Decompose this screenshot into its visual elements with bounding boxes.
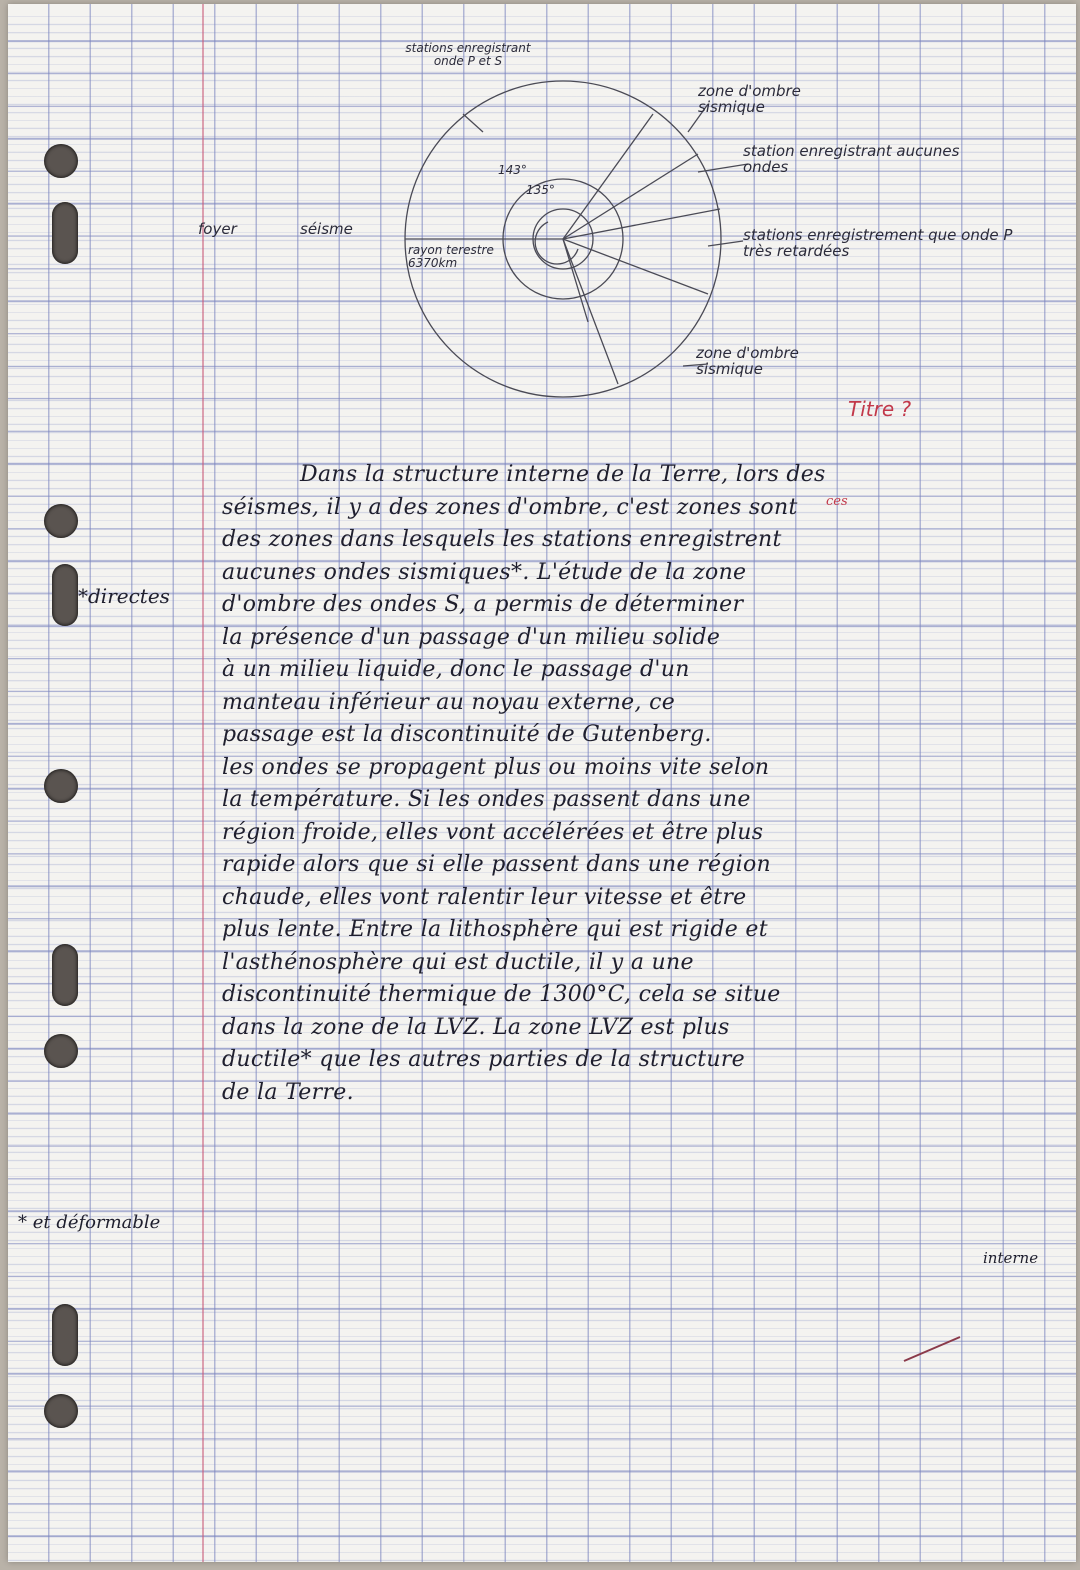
text-line: les ondes se propagent plus ou moins vite selon bbox=[222, 754, 770, 780]
text-line: chaude, elles vont ralentir leur vitesse et être bbox=[222, 884, 747, 910]
label-rayon: rayon terestre 6370km bbox=[408, 243, 494, 270]
text-line: discontinuité thermique de 1300°C, cela se situe bbox=[222, 982, 781, 1007]
punch-hole bbox=[44, 504, 78, 538]
text-line: la température. Si les ondes passent dans une bbox=[222, 787, 751, 812]
text-line: ductile* que les autres parties de la structure bbox=[222, 1047, 745, 1072]
text-line: des zones dans lesquels les stations enregistrent bbox=[222, 527, 782, 552]
teacher-check-mark bbox=[898, 1329, 968, 1369]
punch-hole bbox=[44, 1394, 78, 1428]
text-line: dans la zone de la LVZ. La zone LVZ est plus bbox=[222, 1014, 730, 1040]
teacher-note-titre: Titre ? bbox=[848, 397, 912, 421]
correction-ces: ces bbox=[826, 494, 848, 509]
label-foyer: foyer bbox=[198, 220, 237, 238]
text-line: manteau inférieur au noyau externe, ce bbox=[222, 689, 676, 715]
margin-note-directes: *directes bbox=[78, 584, 170, 608]
label-station-aucunes: station enregistrant aucunes ondes bbox=[743, 142, 960, 176]
label-angle-143: 143° bbox=[498, 163, 527, 177]
text-line: aucunes ondes sismiques*. L'étude de la zone bbox=[222, 559, 747, 585]
label-stations-top: stations enregistrant onde P et S bbox=[405, 41, 531, 68]
continuation-interne: interne bbox=[983, 1249, 1039, 1267]
text-line: l'asthénosphère qui est ductile, il y a une bbox=[222, 949, 694, 975]
label-ombre-top: zone d'ombre sismique bbox=[698, 82, 801, 116]
label-seisme: séisme bbox=[300, 220, 353, 238]
text-line: passage est la discontinuité de Gutenberg. bbox=[222, 722, 712, 747]
punch-slot bbox=[52, 564, 78, 626]
punch-hole bbox=[44, 1034, 78, 1068]
text-line: Dans la structure interne de la Terre, lors des bbox=[300, 462, 826, 487]
text-line: plus lente. Entre la lithosphère qui est rigide et bbox=[222, 917, 768, 942]
text-line: séismes, il y a des zones d'ombre, c'est zones sont bbox=[222, 494, 798, 520]
text-line: la présence d'un passage d'un milieu solide bbox=[222, 624, 721, 650]
label-ombre-bottom: zone d'ombre sismique bbox=[696, 344, 799, 378]
text-line: rapide alors que si elle passent dans une région bbox=[222, 852, 772, 877]
label-angle-135: 135° bbox=[526, 183, 555, 197]
punch-slot bbox=[52, 1304, 78, 1366]
text-line: de la Terre. bbox=[222, 1079, 354, 1105]
text-line: d'ombre des ondes S, a permis de déterminer bbox=[222, 592, 744, 617]
punch-slot bbox=[52, 944, 78, 1006]
punch-hole bbox=[44, 769, 78, 803]
inner-arc bbox=[535, 222, 578, 264]
margin-note-deformable: * et déformable bbox=[18, 1212, 161, 1233]
notebook-page bbox=[8, 4, 1076, 1562]
label-stations-retardees: stations enregistrement que onde P très retardées bbox=[743, 226, 1013, 260]
text-line: à un milieu liquide, donc le passage d'un bbox=[222, 657, 690, 682]
text-line: région froide, elles vont accélérées et être plus bbox=[222, 819, 764, 845]
main-paragraph bbox=[222, 459, 1052, 1109]
